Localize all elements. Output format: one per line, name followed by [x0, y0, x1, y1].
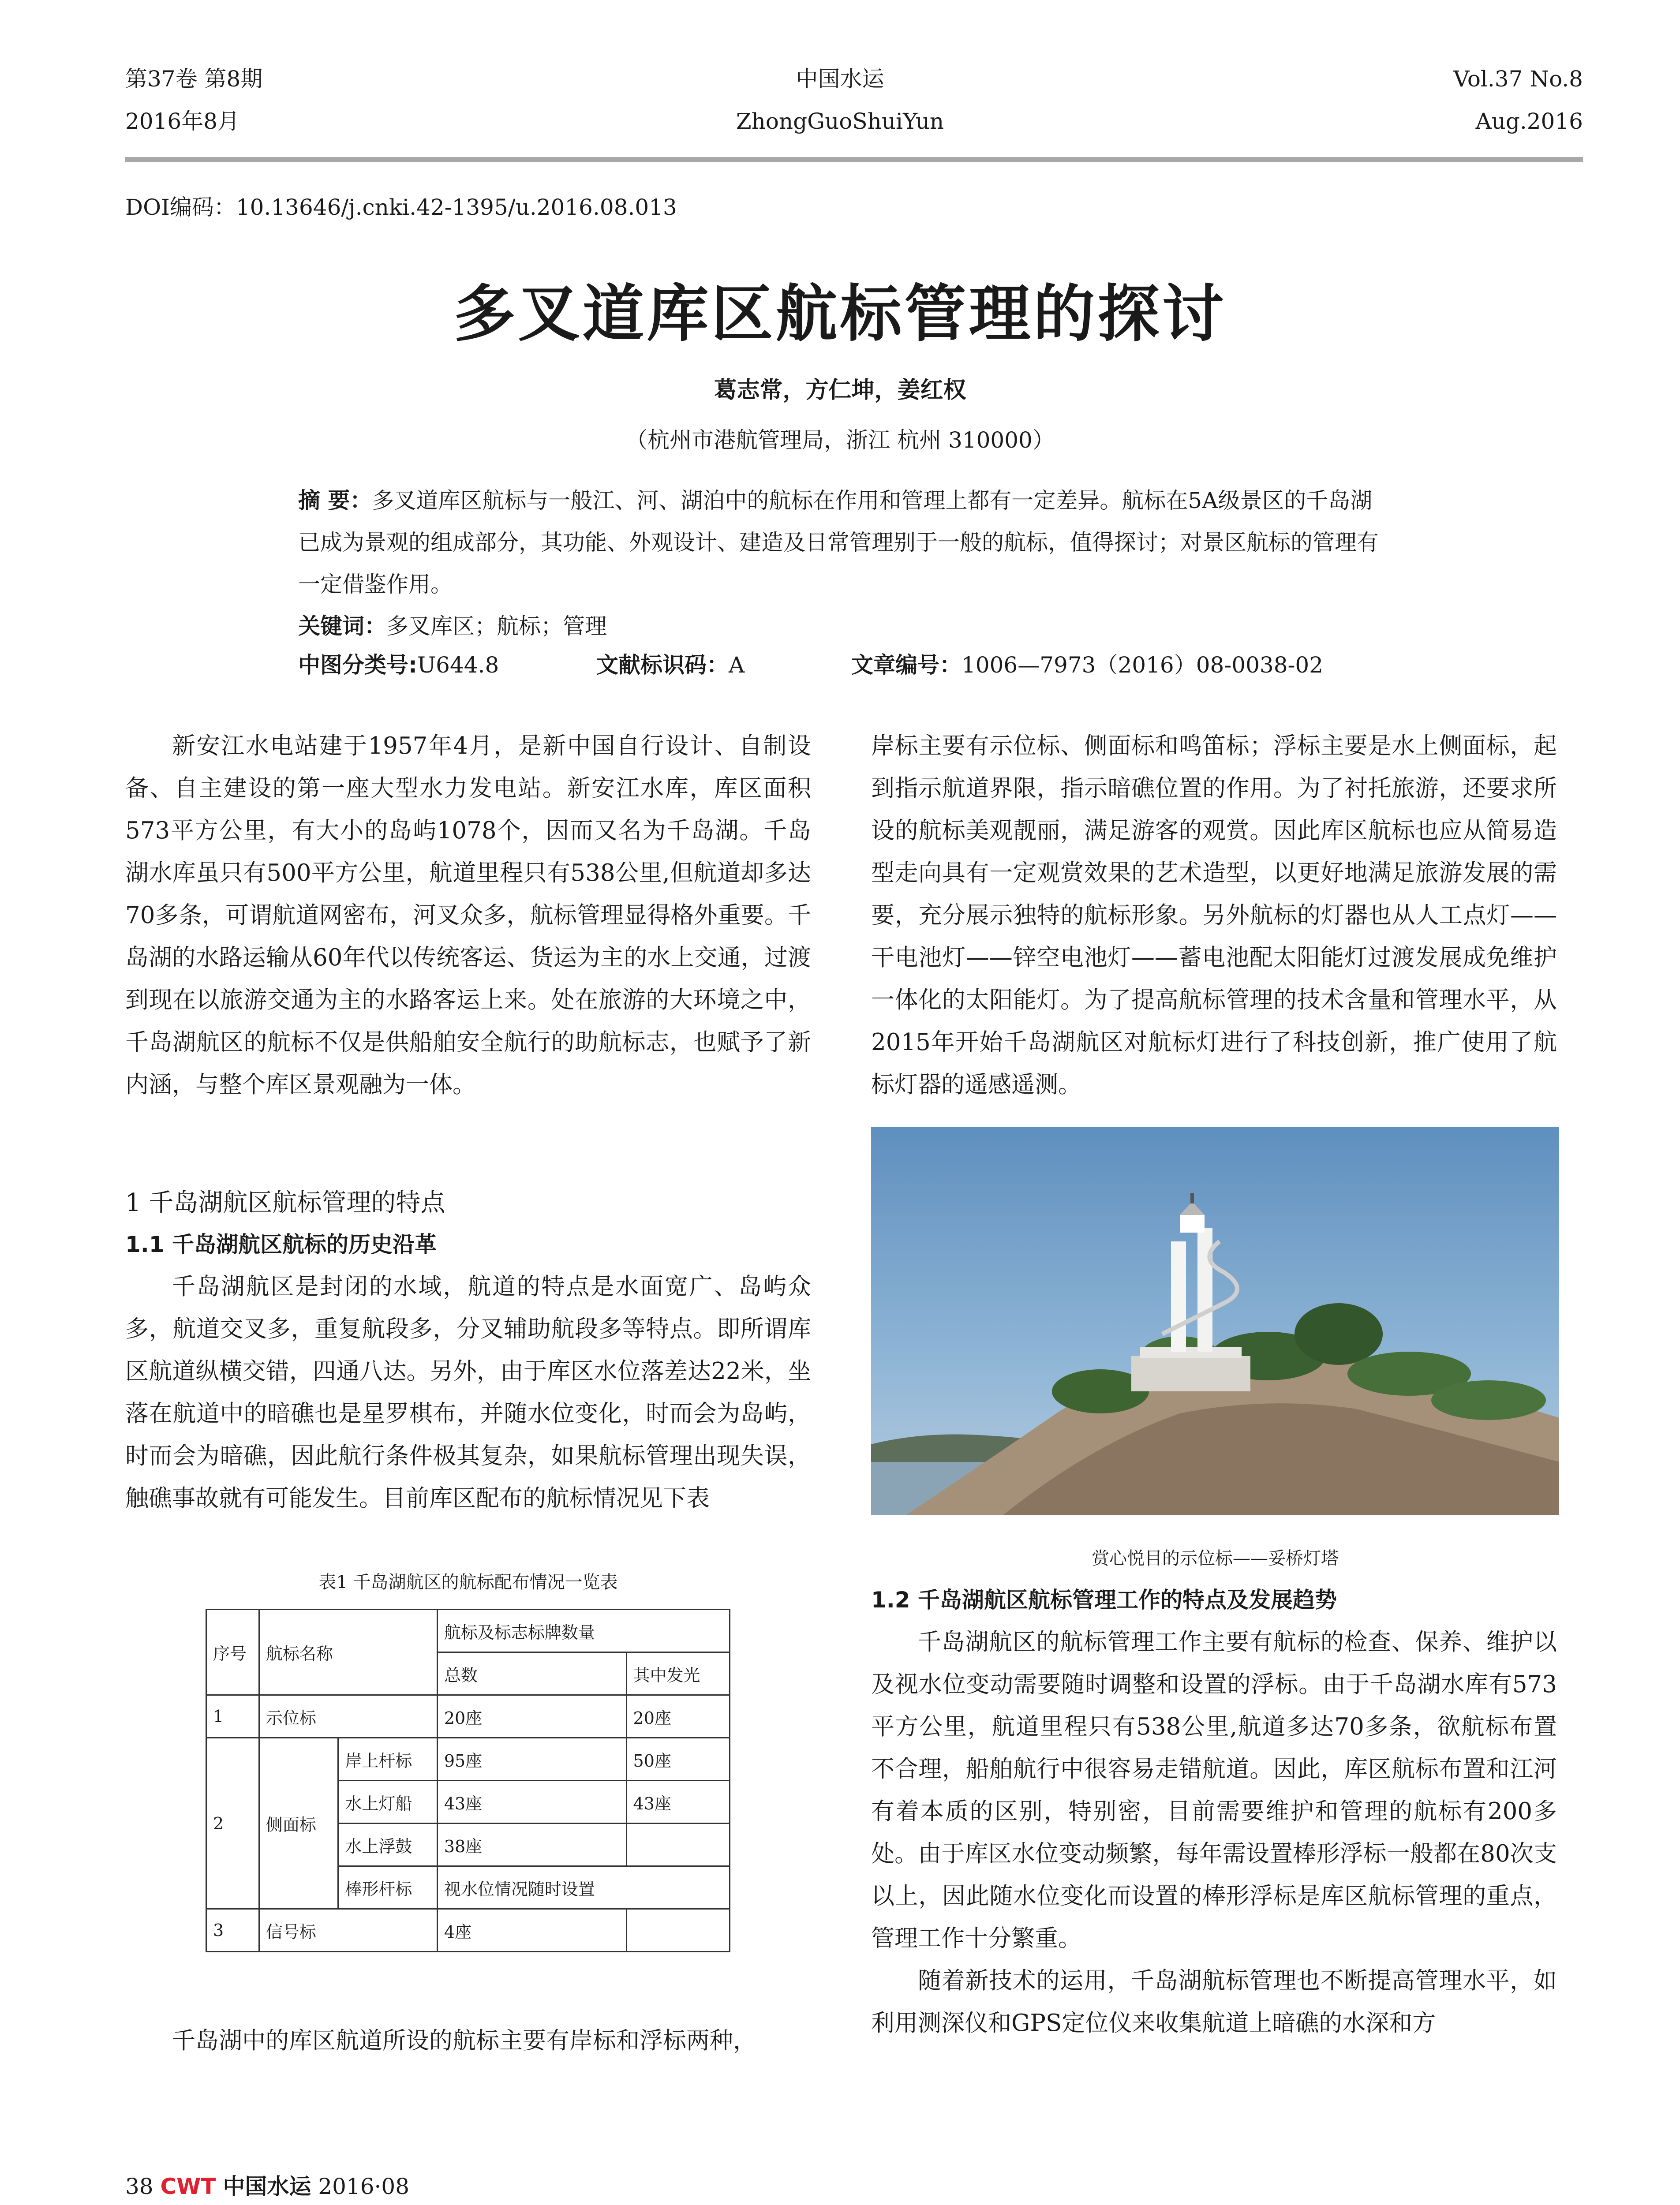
th-quantity: 航标及标志标牌数量: [437, 1610, 730, 1652]
table-row: [206, 1738, 730, 1781]
cell-total: 4座: [437, 1909, 626, 1952]
keywords-label: 关键词：: [298, 613, 386, 639]
abstract-label: 摘 要：: [298, 488, 372, 513]
doc-code-label: 文献标识码：: [596, 652, 729, 678]
authors: 葛志常，方仁坤，姜红权: [714, 377, 966, 404]
cell-lit: [626, 1909, 730, 1952]
section-1-2-paragraph-1: 千岛湖航区的航标管理工作主要有航标的检查、保养、维护以及视水位变动需要随时调整和设置的浮标。由于千岛湖水库有573平方公里，航道里程只有538公里,航道多达70多条，欲航标布置不合理，船舶航行中很容易走错航道。因此，库区航标布置和江河有着本质的区别，特别密，目前需要维护和管理的航标有200多处。由于库区水位变动频繁，每年需设置棒形浮标一般都在80次支以上，因此随水位变化而设置的棒形浮标是库区航标管理的重点，管理工作十分繁重。: [871, 1629, 1557, 1952]
keywords-text: 多叉库区；航标；管理: [386, 613, 607, 639]
intro-paragraph: 新安江水电站建于1957年4月，是新中国自行设计、自制设备、自主建设的第一座大型水力发电站。新安江水库，库区面积573平方公里，有大小的岛屿1078个，因而又名为千岛湖。千岛湖水库虽只有500平方公里，航道里程只有538公里,但航道却多达70多条，可谓航道网密布，河叉众多，航标管理显得格外重要。千岛湖的水路运输从60年代以传统客运、货运为主的水上交通，过渡到现在以旅游交通为主的水路客运上来。处在旅游的大环境之中，千岛湖航区的航标不仅是供船舶安全航行的助航标志，也赋予了新内涵，与整个库区景观融为一体。: [125, 733, 811, 1098]
navaid-types-paragraph: 千岛湖中的库区航道所设的航标主要有岸标和浮标两种，: [172, 2027, 756, 2054]
section-1-1-paragraph: 千岛湖航区是封闭的水域，航道的特点是水面宽广、岛屿众多，航道交叉多，重复航段多，分叉辅助航段多等特点。即所谓库区航道纵横交错，四通八达。另外，由于库区水位落差达22米，坐落在航道中的暗礁也是星罗棋布，并随水位变化，时而会为岛屿，时而会为暗礁，因此航行条件极其复杂，如果航标管理出现失误，触礁事故就有可能发生。目前库区配布的航标情况见下表: [125, 1273, 811, 1512]
cell-total: 95座: [437, 1738, 626, 1781]
clc-value: U644.8: [417, 652, 499, 678]
header-journal-pinyin: ZhongGuoShuiYun: [736, 108, 944, 134]
article-number-label: 文章编号：: [851, 652, 962, 678]
clc-number: [298, 647, 499, 679]
cell-no: 2: [206, 1738, 259, 1909]
th-total: 总数: [437, 1652, 626, 1695]
keywords: [298, 605, 1392, 647]
brand-logo: CWT: [160, 2174, 216, 2199]
table-caption: 表1 千岛湖航区的航标配布情况一览表: [318, 1572, 618, 1592]
article-title: 多叉道库区航标管理的探讨: [453, 278, 1227, 350]
cell-name: 侧面标: [259, 1738, 338, 1909]
header-rule: [125, 157, 1583, 162]
left-column-end: [125, 2020, 811, 2062]
doc-code: [596, 647, 745, 679]
footer-journal-name: 中国水运: [223, 2174, 311, 2199]
cell-subname: 水上浮鼓: [338, 1824, 437, 1866]
abstract-block: [298, 480, 1392, 647]
cell-subname: 水上灯船: [338, 1781, 437, 1824]
cell-subname: 棒形杆标: [338, 1866, 437, 1909]
header-month-year: Aug.2016: [1475, 108, 1583, 134]
header-date: 2016年8月: [125, 108, 240, 134]
abstract: [298, 480, 1392, 605]
doi: DOI编码：10.13646/j.cnki.42-1395/u.2016.08.013: [125, 194, 677, 220]
header-journal-name: 中国水运: [796, 66, 884, 92]
cell-subname: 岸上杆标: [338, 1738, 437, 1781]
section-1-1-body: [125, 1266, 811, 1520]
lighthouse-illustration: [871, 1127, 1559, 1515]
cell-lit: 20座: [626, 1695, 730, 1738]
th-name: 航标名称: [259, 1610, 437, 1695]
section-1-2-paragraph-2: 随着新技术的运用，千岛湖航标管理也不断提高管理水平，如利用测深仪和GPS定位仪来收集航道上暗礁的水深和方: [871, 1967, 1557, 2037]
cell-name: 信号标: [259, 1909, 437, 1952]
footer-issue: 2016·08: [318, 2174, 410, 2199]
photo-caption: 赏心悦目的示位标——妥桥灯塔: [1092, 1548, 1339, 1569]
section-1-2-heading: 1.2 千岛湖航区航标管理工作的特点及发展趋势: [871, 1587, 1337, 1613]
header-vol-no: Vol.37 No.8: [1453, 66, 1583, 92]
header-volume-issue: 第37卷 第8期: [125, 66, 263, 92]
cell-lit: [626, 1824, 730, 1866]
cell-lit: 43座: [626, 1781, 730, 1824]
table-row: [206, 1695, 730, 1738]
affiliation: （杭州市港航管理局，浙江 杭州 310000）: [625, 427, 1055, 453]
table-row: [206, 1909, 730, 1952]
page-footer: [125, 2169, 409, 2201]
cell-total: 43座: [437, 1781, 626, 1824]
section-1-2-body: [871, 1621, 1557, 2044]
cell-no: 3: [206, 1909, 259, 1952]
navaid-distribution-table: [206, 1609, 730, 1952]
article-number: [851, 647, 1323, 679]
th-no: 序号: [206, 1610, 259, 1695]
lighthouse-photo: [871, 1127, 1559, 1515]
right-column: [871, 725, 1557, 1106]
cell-total: 视水位情况随时设置: [437, 1866, 730, 1909]
cell-no: 1: [206, 1695, 259, 1738]
section-1-heading: 1 千岛湖航区航标管理的特点: [125, 1188, 445, 1217]
cell-name: 示位标: [259, 1695, 437, 1738]
section-1-1-heading: 1.1 千岛湖航区航标的历史沿革: [125, 1232, 437, 1257]
page-number: 38: [125, 2174, 153, 2199]
th-lit: 其中发光: [626, 1652, 730, 1695]
article-number-value: 1006—7973（2016）08-0038-02: [962, 652, 1324, 678]
cell-total: 38座: [437, 1824, 626, 1866]
doc-code-value: A: [729, 652, 745, 678]
navaid-description-paragraph: 岸标主要有示位标、侧面标和鸣笛标；浮标主要是水上侧面标，起到指示航道界限，指示暗礁位置的作用。为了衬托旅游，还要求所设的航标美观靓丽，满足游客的观赏。因此库区航标也应从简易造型走向具有一定观赏效果的艺术造型，以更好地满足旅游发展的需要，充分展示独特的航标形象。另外航标的灯器也从人工点灯——干电池灯——锌空电池灯——蓄电池配太阳能灯过渡发展成免维护一体化的太阳能灯。为了提高航标管理的技术含量和管理水平，从2015年开始千岛湖航区对航标灯进行了科技创新，推广使用了航标灯器的遥感遥测。: [871, 733, 1557, 1098]
cell-lit: 50座: [626, 1738, 730, 1781]
abstract-text: 多叉道库区航标与一般江、河、湖泊中的航标在作用和管理上都有一定差异。航标在5A级景区的千岛湖已成为景观的组成部分，其功能、外观设计、建造及日常管理别于一般的航标，值得探讨；对景区航标的管理有一定借鉴作用。: [298, 488, 1379, 597]
clc-label: 中图分类号:: [298, 652, 417, 678]
cell-total: 20座: [437, 1695, 626, 1738]
left-column: [125, 725, 811, 1106]
